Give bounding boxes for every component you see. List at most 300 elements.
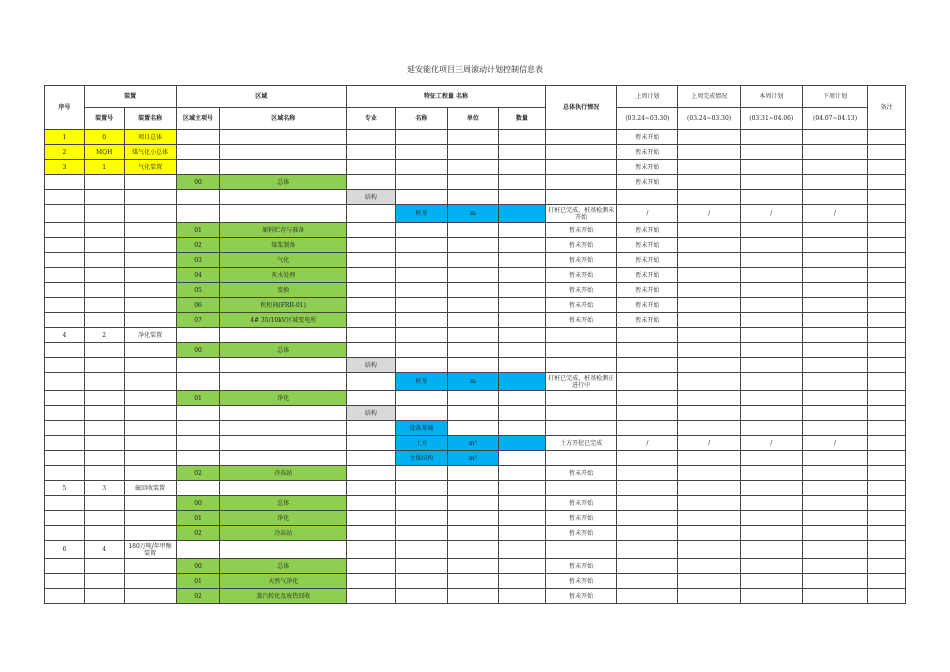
header-work-qty: 特征工程量 名称 xyxy=(346,86,545,108)
cell-area-no xyxy=(176,406,220,421)
cell-major: 结构 xyxy=(346,406,395,421)
cell-area-name: 煤浆制备 xyxy=(220,238,347,253)
cell-major xyxy=(346,328,395,343)
cell-area-no xyxy=(176,160,220,175)
cell-next-week-plan xyxy=(802,343,867,358)
cell-overall xyxy=(545,175,616,190)
table-row xyxy=(45,466,906,481)
cell-seq xyxy=(45,421,85,436)
cell-seq xyxy=(45,436,85,451)
header-overall: 总体执行情况 xyxy=(545,86,616,130)
cell-area-name xyxy=(220,145,347,160)
cell-this-week-plan xyxy=(740,358,802,373)
table-row xyxy=(45,511,906,526)
cell-device-no: 3 xyxy=(84,481,124,496)
cell-last-week-plan: 暂未开始 xyxy=(617,238,678,253)
cell-seq xyxy=(45,466,85,481)
cell-seq xyxy=(45,298,85,313)
cell-area-name: 总体 xyxy=(220,343,347,358)
cell-this-week-plan xyxy=(740,175,802,190)
cell-next-week-plan xyxy=(802,511,867,526)
cell-area-name xyxy=(220,541,347,559)
cell-device-no: 4 xyxy=(84,541,124,559)
cell-area-name xyxy=(220,481,347,496)
cell-overall: 暂未开始 xyxy=(545,238,616,253)
cell-unit xyxy=(447,391,498,406)
cell-name: 土方 xyxy=(395,436,447,451)
cell-area-name: 蒸汽转化及废热回收 xyxy=(220,589,347,604)
cell-quantity xyxy=(498,406,545,421)
cell-name xyxy=(395,466,447,481)
cell-this-week-plan xyxy=(740,145,802,160)
cell-area-name xyxy=(220,130,347,145)
cell-name xyxy=(395,391,447,406)
cell-name xyxy=(395,526,447,541)
cell-area-no xyxy=(176,190,220,205)
cell-last-week-plan xyxy=(617,511,678,526)
cell-unit xyxy=(447,526,498,541)
cell-this-week-plan xyxy=(740,373,802,391)
cell-quantity xyxy=(498,466,545,481)
cell-overall xyxy=(545,130,616,145)
table-row xyxy=(45,589,906,604)
cell-area-no: 01 xyxy=(176,223,220,238)
cell-area-name: 变换 xyxy=(220,283,347,298)
cell-device-no xyxy=(84,283,124,298)
cell-remark xyxy=(868,223,906,238)
table-row xyxy=(45,298,906,313)
cell-overall: 暂未开始 xyxy=(545,313,616,328)
cell-major xyxy=(346,466,395,481)
header-range-this: (03.31~04.06) xyxy=(740,108,802,130)
cell-seq: 4 xyxy=(45,328,85,343)
cell-area-no: 01 xyxy=(176,391,220,406)
cell-overall: 暂未开始 xyxy=(545,511,616,526)
cell-next-week-plan xyxy=(802,268,867,283)
cell-next-week-plan: / xyxy=(802,205,867,223)
cell-seq: 1 xyxy=(45,130,85,145)
cell-last-week-done xyxy=(678,421,740,436)
cell-remark xyxy=(868,328,906,343)
cell-unit xyxy=(447,268,498,283)
cell-last-week-done xyxy=(678,481,740,496)
table-row xyxy=(45,391,906,406)
cell-seq xyxy=(45,175,85,190)
cell-overall xyxy=(545,160,616,175)
cell-name xyxy=(395,160,447,175)
cell-this-week-plan xyxy=(740,391,802,406)
table-row xyxy=(45,268,906,283)
cell-area-name xyxy=(220,373,347,391)
cell-quantity xyxy=(498,358,545,373)
cell-area-name: 天然气净化 xyxy=(220,574,347,589)
cell-device-name: 气化装置 xyxy=(124,160,176,175)
cell-quantity xyxy=(498,373,545,391)
cell-quantity xyxy=(498,313,545,328)
cell-major: 结构 xyxy=(346,190,395,205)
cell-quantity xyxy=(498,253,545,268)
cell-last-week-plan: 暂未开始 xyxy=(617,160,678,175)
cell-device-name xyxy=(124,391,176,406)
cell-device-name: 净化装置 xyxy=(124,328,176,343)
cell-overall xyxy=(545,190,616,205)
cell-remark xyxy=(868,373,906,391)
cell-unit xyxy=(447,511,498,526)
cell-device-name xyxy=(124,205,176,223)
cell-unit xyxy=(447,298,498,313)
cell-area-no: 01 xyxy=(176,574,220,589)
cell-overall: 暂未开始 xyxy=(545,283,616,298)
cell-unit: m xyxy=(447,373,498,391)
header-seq: 序号 xyxy=(45,86,85,130)
header-last-week-plan: 上周计划 xyxy=(617,86,678,108)
cell-remark xyxy=(868,205,906,223)
cell-device-no xyxy=(84,373,124,391)
cell-last-week-plan xyxy=(617,328,678,343)
cell-last-week-plan xyxy=(617,373,678,391)
cell-next-week-plan xyxy=(802,358,867,373)
header-range-next: (04.07~04.13) xyxy=(802,108,867,130)
table-row xyxy=(45,253,906,268)
cell-device-name xyxy=(124,589,176,604)
page-title: 延安能化项目三周滚动计划控制信息表 xyxy=(407,65,543,74)
cell-area-no: 02 xyxy=(176,238,220,253)
cell-this-week-plan xyxy=(740,496,802,511)
cell-device-no: MQH xyxy=(84,145,124,160)
cell-device-name xyxy=(124,283,176,298)
cell-unit: m xyxy=(447,205,498,223)
cell-name xyxy=(395,223,447,238)
cell-area-no: 02 xyxy=(176,526,220,541)
cell-quantity xyxy=(498,421,545,436)
cell-device-no xyxy=(84,574,124,589)
cell-remark xyxy=(868,175,906,190)
table-row xyxy=(45,190,906,205)
cell-overall: 暂未开始 xyxy=(545,559,616,574)
cell-remark xyxy=(868,541,906,559)
cell-major xyxy=(346,496,395,511)
cell-name xyxy=(395,358,447,373)
cell-next-week-plan xyxy=(802,298,867,313)
cell-unit xyxy=(447,223,498,238)
table-row xyxy=(45,421,906,436)
cell-name xyxy=(395,559,447,574)
cell-seq xyxy=(45,223,85,238)
cell-this-week-plan xyxy=(740,574,802,589)
cell-remark xyxy=(868,589,906,604)
cell-quantity xyxy=(498,328,545,343)
cell-name xyxy=(395,298,447,313)
cell-seq xyxy=(45,496,85,511)
cell-next-week-plan xyxy=(802,574,867,589)
cell-device-name xyxy=(124,223,176,238)
cell-name xyxy=(395,145,447,160)
cell-overall xyxy=(545,145,616,160)
cell-this-week-plan xyxy=(740,238,802,253)
table-row xyxy=(45,145,906,160)
cell-major xyxy=(346,268,395,283)
cell-major xyxy=(346,391,395,406)
cell-device-name xyxy=(124,511,176,526)
cell-area-no xyxy=(176,541,220,559)
cell-last-week-done xyxy=(678,511,740,526)
cell-this-week-plan xyxy=(740,406,802,421)
cell-last-week-plan xyxy=(617,574,678,589)
cell-last-week-plan xyxy=(617,406,678,421)
cell-last-week-done xyxy=(678,223,740,238)
cell-area-no: 06 xyxy=(176,298,220,313)
cell-device-name xyxy=(124,466,176,481)
cell-remark xyxy=(868,526,906,541)
cell-unit xyxy=(447,175,498,190)
cell-area-name: 气化 xyxy=(220,253,347,268)
cell-unit xyxy=(447,283,498,298)
cell-name: 主体结构 xyxy=(395,451,447,466)
table-row xyxy=(45,559,906,574)
cell-device-no xyxy=(84,205,124,223)
cell-overall xyxy=(545,481,616,496)
cell-major xyxy=(346,436,395,451)
cell-device-name: 硫回收装置 xyxy=(124,481,176,496)
cell-unit xyxy=(447,559,498,574)
cell-this-week-plan xyxy=(740,223,802,238)
cell-remark xyxy=(868,298,906,313)
cell-next-week-plan xyxy=(802,160,867,175)
table-row xyxy=(45,313,906,328)
cell-last-week-done xyxy=(678,175,740,190)
cell-quantity xyxy=(498,160,545,175)
cell-seq xyxy=(45,283,85,298)
cell-next-week-plan xyxy=(802,451,867,466)
cell-area-name: 机柜间(FRR-01) xyxy=(220,298,347,313)
cell-area-name: 冷冻站 xyxy=(220,526,347,541)
cell-seq: 5 xyxy=(45,481,85,496)
cell-remark xyxy=(868,160,906,175)
cell-last-week-plan xyxy=(617,391,678,406)
cell-major xyxy=(346,541,395,559)
cell-area-name: 原料贮存与准备 xyxy=(220,223,347,238)
cell-device-name xyxy=(124,358,176,373)
cell-device-no xyxy=(84,496,124,511)
cell-seq xyxy=(45,574,85,589)
cell-seq xyxy=(45,358,85,373)
cell-last-week-done xyxy=(678,373,740,391)
cell-remark xyxy=(868,238,906,253)
cell-name xyxy=(395,313,447,328)
header-major: 专业 xyxy=(346,108,395,130)
cell-device-no xyxy=(84,253,124,268)
header-area: 区域 xyxy=(176,86,346,108)
cell-unit: m³ xyxy=(447,451,498,466)
cell-major xyxy=(346,298,395,313)
cell-name xyxy=(395,175,447,190)
cell-next-week-plan xyxy=(802,466,867,481)
cell-device-no: 1 xyxy=(84,160,124,175)
cell-last-week-plan xyxy=(617,190,678,205)
cell-last-week-plan: 暂未开始 xyxy=(617,298,678,313)
cell-name xyxy=(395,496,447,511)
cell-device-no xyxy=(84,451,124,466)
cell-remark xyxy=(868,481,906,496)
table-row xyxy=(45,223,906,238)
cell-this-week-plan xyxy=(740,298,802,313)
cell-major: 结构 xyxy=(346,358,395,373)
cell-quantity xyxy=(498,526,545,541)
cell-unit xyxy=(447,589,498,604)
cell-overall: 打桩已完成，桩基检测正进行中 xyxy=(545,373,616,391)
cell-major xyxy=(346,526,395,541)
cell-area-no: 00 xyxy=(176,175,220,190)
cell-this-week-plan xyxy=(740,589,802,604)
cell-this-week-plan xyxy=(740,160,802,175)
header-last-week-done: 上周完成情况 xyxy=(678,86,740,108)
table-row xyxy=(45,373,906,391)
cell-name xyxy=(395,283,447,298)
cell-quantity xyxy=(498,391,545,406)
cell-area-no: 02 xyxy=(176,466,220,481)
header-area-name: 区域名称 xyxy=(220,108,347,130)
cell-major xyxy=(346,511,395,526)
cell-name xyxy=(395,253,447,268)
table-row xyxy=(45,436,906,451)
cell-name xyxy=(395,190,447,205)
cell-major xyxy=(346,238,395,253)
cell-area-no: 00 xyxy=(176,559,220,574)
cell-remark xyxy=(868,496,906,511)
cell-last-week-done xyxy=(678,328,740,343)
cell-device-name: 180万吨/年甲醇装置 xyxy=(124,541,176,559)
cell-area-no: 03 xyxy=(176,253,220,268)
cell-unit xyxy=(447,238,498,253)
cell-overall: 暂未开始 xyxy=(545,298,616,313)
cell-area-name xyxy=(220,406,347,421)
cell-device-no xyxy=(84,268,124,283)
cell-unit xyxy=(447,130,498,145)
cell-this-week-plan xyxy=(740,466,802,481)
cell-remark xyxy=(868,574,906,589)
header-quantity: 数量 xyxy=(498,108,545,130)
cell-unit xyxy=(447,190,498,205)
cell-overall: 暂未开始 xyxy=(545,574,616,589)
cell-area-name: 净化 xyxy=(220,511,347,526)
cell-area-name: 净化 xyxy=(220,391,347,406)
cell-remark xyxy=(868,451,906,466)
cell-this-week-plan: / xyxy=(740,436,802,451)
cell-last-week-done xyxy=(678,358,740,373)
cell-next-week-plan xyxy=(802,421,867,436)
cell-device-no xyxy=(84,238,124,253)
cell-next-week-plan xyxy=(802,406,867,421)
cell-device-name xyxy=(124,559,176,574)
cell-this-week-plan xyxy=(740,190,802,205)
cell-overall xyxy=(545,451,616,466)
cell-device-name xyxy=(124,343,176,358)
cell-last-week-done xyxy=(678,190,740,205)
cell-area-name xyxy=(220,451,347,466)
cell-area-name xyxy=(220,328,347,343)
cell-last-week-plan xyxy=(617,496,678,511)
cell-last-week-plan: 暂未开始 xyxy=(617,175,678,190)
cell-overall xyxy=(545,358,616,373)
cell-last-week-plan xyxy=(617,559,678,574)
cell-last-week-done xyxy=(678,160,740,175)
cell-last-week-plan: 暂未开始 xyxy=(617,313,678,328)
cell-seq: 2 xyxy=(45,145,85,160)
cell-major xyxy=(346,160,395,175)
cell-remark xyxy=(868,313,906,328)
cell-device-name xyxy=(124,313,176,328)
cell-this-week-plan xyxy=(740,526,802,541)
cell-last-week-plan xyxy=(617,481,678,496)
cell-this-week-plan xyxy=(740,268,802,283)
cell-this-week-plan xyxy=(740,313,802,328)
cell-major xyxy=(346,574,395,589)
cell-next-week-plan xyxy=(802,130,867,145)
cell-overall: 暂未开始 xyxy=(545,223,616,238)
cell-next-week-plan xyxy=(802,373,867,391)
cell-unit xyxy=(447,466,498,481)
cell-seq xyxy=(45,589,85,604)
cell-overall: 暂未开始 xyxy=(545,268,616,283)
cell-name xyxy=(395,130,447,145)
cell-next-week-plan: / xyxy=(802,436,867,451)
cell-seq xyxy=(45,451,85,466)
cell-area-no: 02 xyxy=(176,589,220,604)
cell-remark xyxy=(868,358,906,373)
cell-overall xyxy=(545,541,616,559)
cell-device-no xyxy=(84,589,124,604)
cell-area-no xyxy=(176,421,220,436)
cell-quantity xyxy=(498,481,545,496)
cell-last-week-done xyxy=(678,451,740,466)
cell-seq: 6 xyxy=(45,541,85,559)
cell-quantity xyxy=(498,451,545,466)
cell-next-week-plan xyxy=(802,328,867,343)
cell-quantity xyxy=(498,130,545,145)
cell-name xyxy=(395,238,447,253)
cell-quantity xyxy=(498,268,545,283)
cell-device-no xyxy=(84,391,124,406)
cell-last-week-plan xyxy=(617,589,678,604)
cell-quantity xyxy=(498,205,545,223)
cell-area-no xyxy=(176,205,220,223)
header-unit: 单位 xyxy=(447,108,498,130)
cell-device-no xyxy=(84,421,124,436)
cell-last-week-plan: / xyxy=(617,436,678,451)
cell-next-week-plan xyxy=(802,190,867,205)
cell-quantity xyxy=(498,496,545,511)
cell-this-week-plan xyxy=(740,541,802,559)
cell-device-no xyxy=(84,175,124,190)
cell-device-name xyxy=(124,373,176,391)
cell-name xyxy=(395,328,447,343)
cell-device-name xyxy=(124,436,176,451)
cell-name xyxy=(395,343,447,358)
cell-area-no: 05 xyxy=(176,283,220,298)
cell-area-no: 07 xyxy=(176,313,220,328)
cell-name xyxy=(395,268,447,283)
cell-remark xyxy=(868,559,906,574)
cell-overall: 暂未开始 xyxy=(545,496,616,511)
cell-area-name xyxy=(220,436,347,451)
cell-overall: 暂未开始 xyxy=(545,589,616,604)
table-row xyxy=(45,175,906,190)
header-device-name: 装置名称 xyxy=(124,108,176,130)
cell-last-week-done xyxy=(678,268,740,283)
cell-area-name: 总体 xyxy=(220,175,347,190)
cell-major xyxy=(346,481,395,496)
cell-this-week-plan xyxy=(740,283,802,298)
